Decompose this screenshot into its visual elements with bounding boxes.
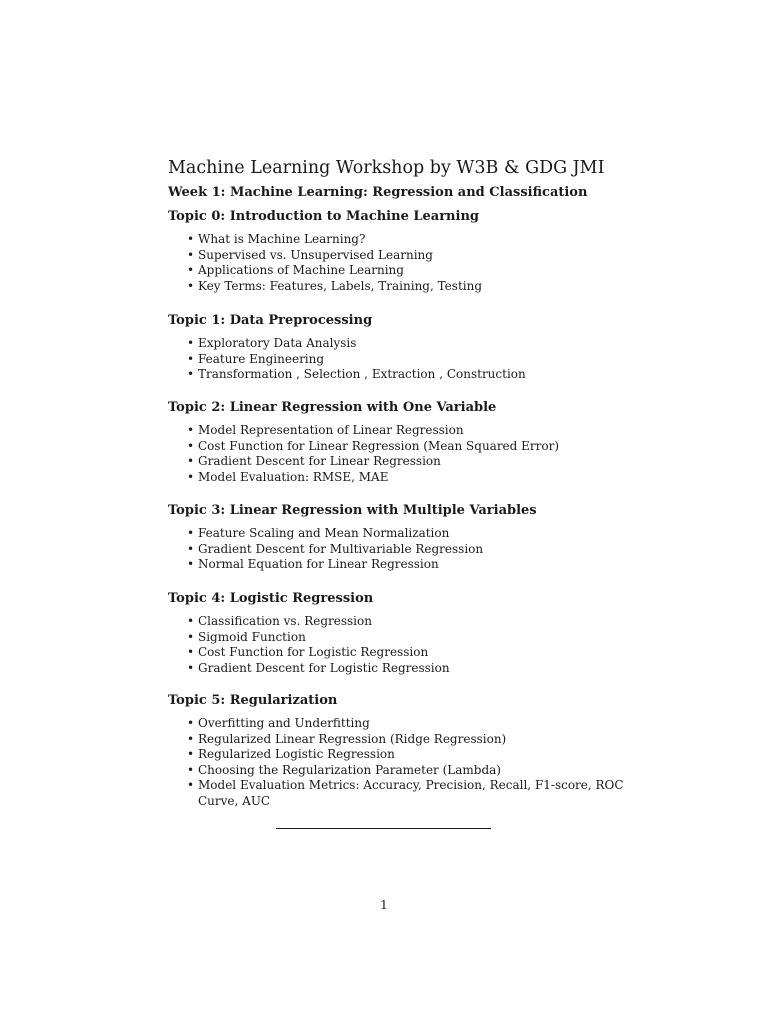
list-item bbox=[168, 778, 628, 809]
list-item-text: Model Evaluation: RMSE, MAE bbox=[198, 469, 389, 484]
list-item-text: What is Machine Learning? bbox=[198, 232, 366, 246]
topic-heading: Topic 3: Linear Regression with Multiple Variables bbox=[168, 503, 537, 518]
bullet-icon: • bbox=[187, 247, 195, 262]
bullet-icon: • bbox=[187, 731, 195, 746]
list-item-text: Sigmoid Function bbox=[198, 629, 306, 644]
list-item bbox=[168, 645, 628, 661]
topic-section-4 bbox=[168, 590, 628, 676]
topic-heading: Topic 1: Data Preprocessing bbox=[168, 313, 373, 328]
list-item bbox=[168, 747, 628, 763]
list-item-text: Supervised vs. Unsupervised Learning bbox=[198, 247, 433, 262]
list-item bbox=[168, 263, 628, 279]
list-item-text: Regularized Linear Regression (Ridge Regression) bbox=[198, 731, 507, 746]
topic-section-2 bbox=[168, 399, 628, 485]
list-item bbox=[168, 352, 628, 368]
bullet-icon: • bbox=[187, 645, 195, 660]
bullet-icon: • bbox=[187, 557, 195, 572]
list-item-text: Classification vs. Regression bbox=[198, 614, 372, 628]
topic-bullet-list bbox=[168, 716, 628, 810]
topic-bullet-list bbox=[168, 232, 628, 294]
week-heading: Week 1: Machine Learning: Regression and Classification bbox=[168, 185, 588, 200]
list-item bbox=[168, 542, 628, 558]
list-item-text: Gradient Descent for Linear Regression bbox=[198, 454, 441, 469]
topic-section-1 bbox=[168, 312, 628, 383]
bullet-icon: • bbox=[187, 454, 195, 469]
document-title: Machine Learning Workshop by W3B & GDG JMI bbox=[168, 158, 605, 178]
bullet-icon: • bbox=[187, 541, 195, 556]
list-item bbox=[168, 279, 628, 295]
list-item bbox=[168, 336, 628, 352]
bullet-icon: • bbox=[187, 614, 195, 628]
list-item-text: Applications of Machine Learning bbox=[198, 263, 404, 278]
page-number: 1 bbox=[380, 898, 388, 912]
bullet-icon: • bbox=[187, 423, 195, 437]
topic-heading: Topic 5: Regularization bbox=[168, 693, 338, 708]
list-item bbox=[168, 557, 628, 573]
bullet-icon: • bbox=[187, 469, 195, 484]
list-item-text: Overfitting and Underfitting bbox=[198, 716, 370, 730]
topic-bullet-list bbox=[168, 526, 628, 573]
list-item bbox=[168, 661, 628, 677]
list-item-text: Normal Equation for Linear Regression bbox=[198, 557, 439, 572]
bullet-icon: • bbox=[187, 336, 195, 350]
list-item bbox=[168, 423, 628, 439]
topic-heading: Topic 0: Introduction to Machine Learning bbox=[168, 209, 479, 224]
list-item bbox=[168, 732, 628, 748]
list-item bbox=[168, 232, 628, 248]
list-item bbox=[168, 248, 628, 264]
bullet-icon: • bbox=[187, 263, 195, 278]
list-item-text: Transformation , Selection , Extraction , Construction bbox=[198, 367, 526, 382]
list-item-text: Regularized Logistic Regression bbox=[198, 747, 395, 762]
list-item bbox=[168, 763, 628, 779]
list-item-text: Feature Engineering bbox=[198, 351, 325, 366]
topic-section-0 bbox=[168, 208, 628, 294]
topic-heading: Topic 4: Logistic Regression bbox=[168, 591, 374, 606]
list-item bbox=[168, 614, 628, 630]
topic-bullet-list bbox=[168, 423, 628, 485]
topic-section-5 bbox=[168, 692, 628, 810]
list-item-text: Model Evaluation Metrics: Accuracy, Precision, Recall, F1-score, ROC Curve, AUC bbox=[198, 778, 624, 808]
list-item-text: Cost Function for Logistic Regression bbox=[198, 645, 429, 660]
bullet-icon: • bbox=[187, 629, 195, 644]
bullet-icon: • bbox=[187, 778, 195, 793]
topic-bullet-list bbox=[168, 336, 628, 383]
topic-heading: Topic 2: Linear Regression with One Variable bbox=[168, 400, 497, 415]
list-item bbox=[168, 439, 628, 455]
list-item bbox=[168, 470, 628, 486]
section-divider bbox=[276, 828, 491, 829]
list-item-text: Choosing the Regularization Parameter (Lambda) bbox=[198, 762, 501, 777]
list-item-text: Gradient Descent for Logistic Regression bbox=[198, 660, 450, 675]
topic-bullet-list bbox=[168, 614, 628, 676]
topic-section-3 bbox=[168, 502, 628, 573]
list-item-text: Key Terms: Features, Labels, Training, Testing bbox=[198, 278, 483, 293]
bullet-icon: • bbox=[187, 367, 195, 382]
list-item-text: Gradient Descent for Multivariable Regression bbox=[198, 541, 484, 556]
list-item-text: Exploratory Data Analysis bbox=[198, 336, 357, 350]
list-item-text: Cost Function for Linear Regression (Mean Squared Error) bbox=[198, 438, 560, 453]
bullet-icon: • bbox=[187, 762, 195, 777]
bullet-icon: • bbox=[187, 232, 195, 246]
bullet-icon: • bbox=[187, 747, 195, 762]
list-item-text: Model Representation of Linear Regression bbox=[198, 423, 464, 437]
list-item bbox=[168, 630, 628, 646]
list-item bbox=[168, 367, 628, 383]
list-item bbox=[168, 716, 628, 732]
bullet-icon: • bbox=[187, 438, 195, 453]
list-item bbox=[168, 454, 628, 470]
bullet-icon: • bbox=[187, 351, 195, 366]
bullet-icon: • bbox=[187, 278, 195, 293]
list-item bbox=[168, 526, 628, 542]
bullet-icon: • bbox=[187, 660, 195, 675]
bullet-icon: • bbox=[187, 526, 195, 540]
list-item-text: Feature Scaling and Mean Normalization bbox=[198, 526, 450, 540]
bullet-icon: • bbox=[187, 716, 195, 730]
